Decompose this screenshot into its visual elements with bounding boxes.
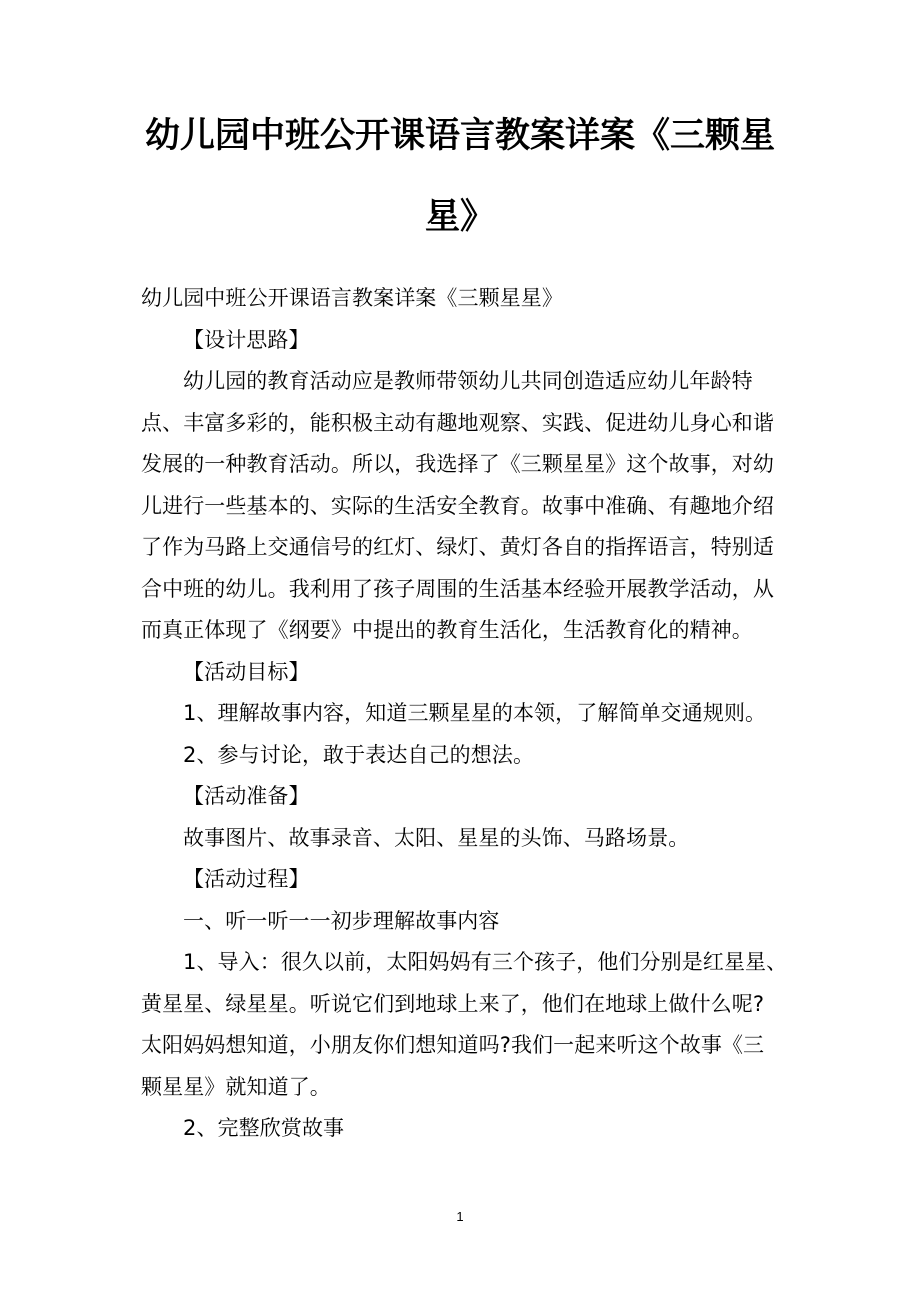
paragraph-line: 幼儿园的教育活动应是教师带领幼儿共同创造适应幼儿年龄特 [183, 369, 753, 393]
section-heading-process: 【活动过程】 [183, 867, 310, 891]
paragraph-line: 颗星星》就知道了。 [141, 1074, 331, 1099]
document-body [141, 278, 788, 1150]
section-heading-goals: 【活动目标】 [183, 659, 310, 684]
page-number: 1 [456, 1209, 464, 1224]
list-item: 2、参与讨论，敢于表达自己的想法。 [183, 742, 535, 767]
paragraph-line: 而真正体现了《纲要》中提出的教育生活化，生活教育化的精神。 [141, 618, 753, 642]
paragraph-line: 儿进行一些基本的、实际的生活安全教育。故事中准确、有趣地介绍 [141, 493, 774, 518]
subtitle-line: 幼儿园中班公开课语言教案详案《三颗星星》 [141, 286, 563, 310]
paragraph-line: 黄星星、绿星星。听说它们到地球上来了，他们在地球上做什么呢? [141, 991, 765, 1016]
list-item: 1、理解故事内容，知道三颗星星的本领，了解简单交通规则。 [183, 701, 767, 725]
document-title-line-2: 星》 [424, 197, 495, 237]
list-item: 2、完整欣赏故事 [183, 1116, 345, 1140]
paragraph-line: 1、导入：很久以前，太阳妈妈有三个孩子，他们分别是红星星、 [183, 950, 788, 974]
paragraph-line: 合中班的幼儿。我利用了孩子周围的生活基本经验开展教学活动，从 [141, 576, 774, 601]
document-title-line-1: 幼儿园中班公开课语言教案详案《三颗星 [144, 116, 775, 156]
subsection-heading: 一、听一听一一初步理解故事内容 [183, 908, 500, 933]
paragraph-line: 了作为马路上交通信号的红灯、绿灯、黄灯各自的指挥语言，特别适 [141, 535, 774, 559]
section-heading-preparation: 【活动准备】 [183, 784, 310, 808]
paragraph-line: 点、丰富多彩的，能积极主动有趣地观察、实践、促进幼儿身心和谐 [141, 410, 774, 435]
paragraph-line: 发展的一种教育活动。所以，我选择了《三颗星星》这个故事，对幼 [141, 452, 774, 476]
paragraph-line: 故事图片、故事录音、太阳、星星的头饰、马路场景。 [183, 825, 690, 850]
paragraph-line: 太阳妈妈想知道，小朋友你们想知道吗?我们一起来听这个故事《三 [141, 1033, 765, 1057]
section-heading-design: 【设计思路】 [183, 327, 310, 352]
